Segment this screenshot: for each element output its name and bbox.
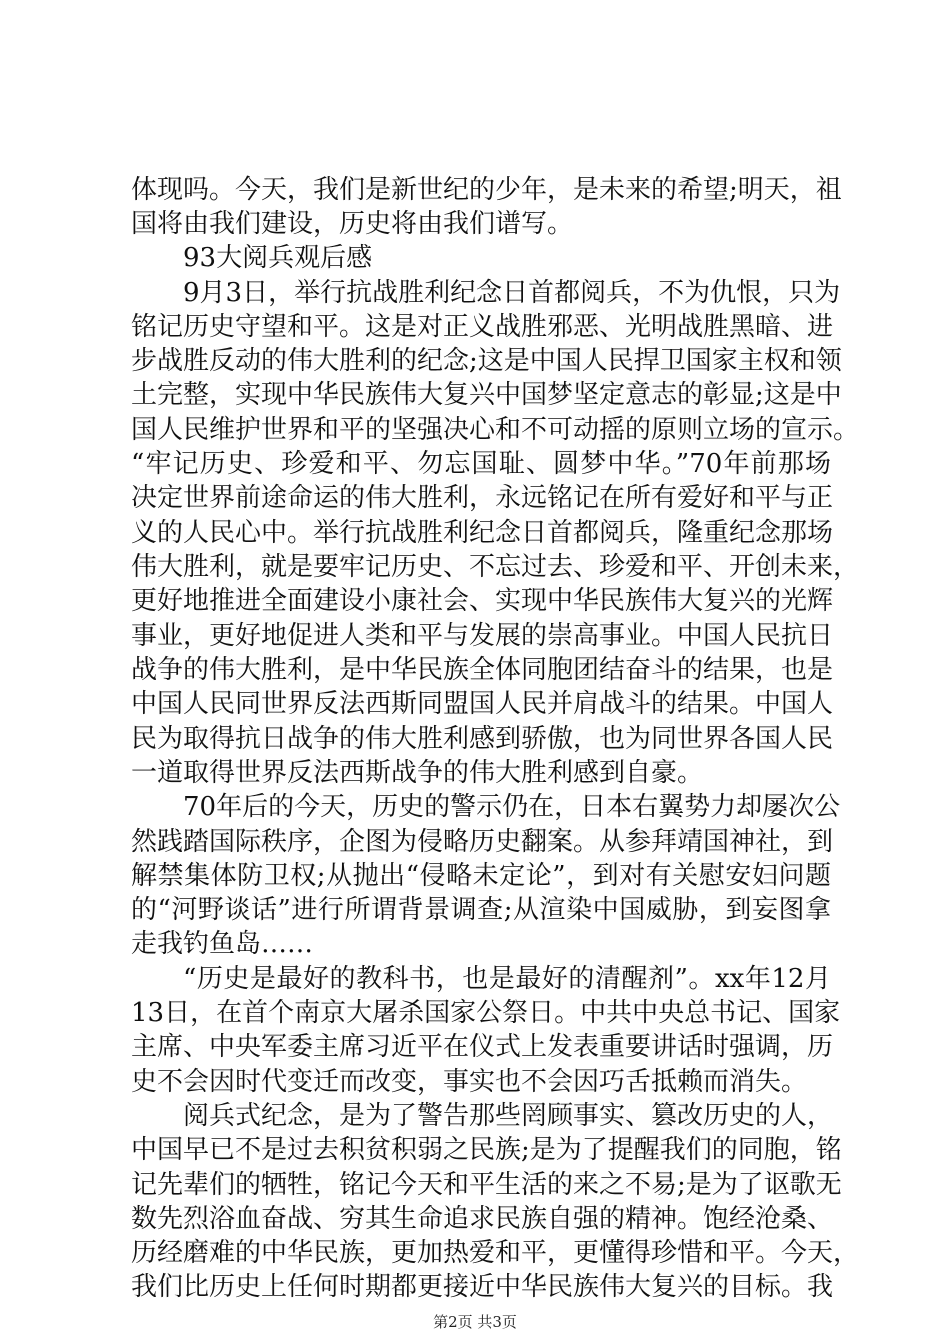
text-line: 国人民维护世界和平的坚强决心和不可动摇的原则立场的宣示。 bbox=[131, 415, 860, 445]
text-line: 走我钓鱼岛…… bbox=[131, 929, 314, 959]
text-line: 国将由我们建设，历史将由我们谱写。 bbox=[131, 209, 574, 239]
text-line: 70年后的今天，历史的警示仍在，日本右翼势力却屡次公 bbox=[183, 792, 841, 822]
text-line: 战争的伟大胜利，是中华民族全体同胞团结奋斗的结果，也是 bbox=[131, 655, 834, 685]
text-line: 中国人民同世界反法西斯同盟国人民并肩战斗的结果。中国人 bbox=[131, 689, 834, 719]
page-footer: 第2页 共3页 bbox=[433, 1313, 517, 1331]
text-line: 数先烈浴血奋战、穷其生命追求民族自强的精神。饱经沧桑、 bbox=[131, 1204, 834, 1234]
text-line: 一道取得世界反法西斯战争的伟大胜利感到自豪。 bbox=[131, 758, 704, 788]
text-line: 步战胜反动的伟大胜利的纪念;这是中国人民捍卫国家主权和领 bbox=[131, 346, 842, 376]
text-line: 阅兵式纪念，是为了警告那些罔顾事实、篡改历史的人， bbox=[183, 1101, 834, 1131]
text-line: 铭记历史守望和平。这是对正义战胜邪恶、光明战胜黑暗、进 bbox=[131, 312, 834, 342]
text-line: 史不会因时代变迁而改变，事实也不会因巧舌抵赖而消失。 bbox=[131, 1067, 808, 1097]
text-line: 解禁集体防卫权;从抛出“侵略未定论”，到对有关慰安妇问题 bbox=[131, 861, 831, 891]
text-line: 伟大胜利，就是要牢记历史、不忘过去、珍爱和平、开创未来， bbox=[131, 552, 860, 582]
text-line: 事业，更好地促进人类和平与发展的崇高事业。中国人民抗日 bbox=[131, 621, 834, 651]
text-line: 我们比历史上任何时期都更接近中华民族伟大复兴的目标。我 bbox=[131, 1272, 834, 1302]
text-line: 更好地推进全面建设小康社会、实现中华民族伟大复兴的光辉 bbox=[131, 586, 834, 616]
text-line: 记先辈们的牺牲，铭记今天和平生活的来之不易;是为了讴歌无 bbox=[131, 1170, 842, 1200]
text-line: 民为取得抗日战争的伟大胜利感到骄傲，也为同世界各国人民 bbox=[131, 724, 834, 754]
text-line: 土完整，实现中华民族伟大复兴中国梦坚定意志的彰显;这是中 bbox=[131, 380, 842, 410]
text-line: 中国早已不是过去积贫积弱之民族;是为了提醒我们的同胞，铭 bbox=[131, 1135, 842, 1165]
text-line: 义的人民心中。举行抗战胜利纪念日首都阅兵，隆重纪念那场 bbox=[131, 518, 834, 548]
text-line: “牢记历史、珍爱和平、勿忘国耻、圆梦中华。”70年前那场 bbox=[131, 449, 831, 479]
text-line: 13日，在首个南京大屠杀国家公祭日。中共中央总书记、国家 bbox=[131, 998, 841, 1028]
text-line: 的“河野谈话”进行所谓背景调查;从渲染中国威胁，到妄图拿 bbox=[131, 895, 831, 925]
text-line: “历史是最好的教科书，也是最好的清醒剂”。xx年12月 bbox=[183, 964, 831, 994]
text-line: 决定世界前途命运的伟大胜利，永远铭记在所有爱好和平与正 bbox=[131, 483, 834, 513]
text-line: 主席、中央军委主席习近平在仪式上发表重要讲话时强调，历 bbox=[131, 1032, 834, 1062]
text-line: 然践踏国际秩序，企图为侵略历史翻案。从参拜靖国神社，到 bbox=[131, 827, 834, 857]
text-line: 体现吗。今天，我们是新世纪的少年，是未来的希望;明天，祖 bbox=[131, 175, 842, 205]
text-line: 9月3日，举行抗战胜利纪念日首都阅兵，不为仇恨，只为 bbox=[183, 278, 841, 308]
section-title: 93大阅兵观后感 bbox=[183, 243, 373, 273]
text-line: 历经磨难的中华民族，更加热爱和平，更懂得珍惜和平。今天， bbox=[131, 1238, 860, 1268]
